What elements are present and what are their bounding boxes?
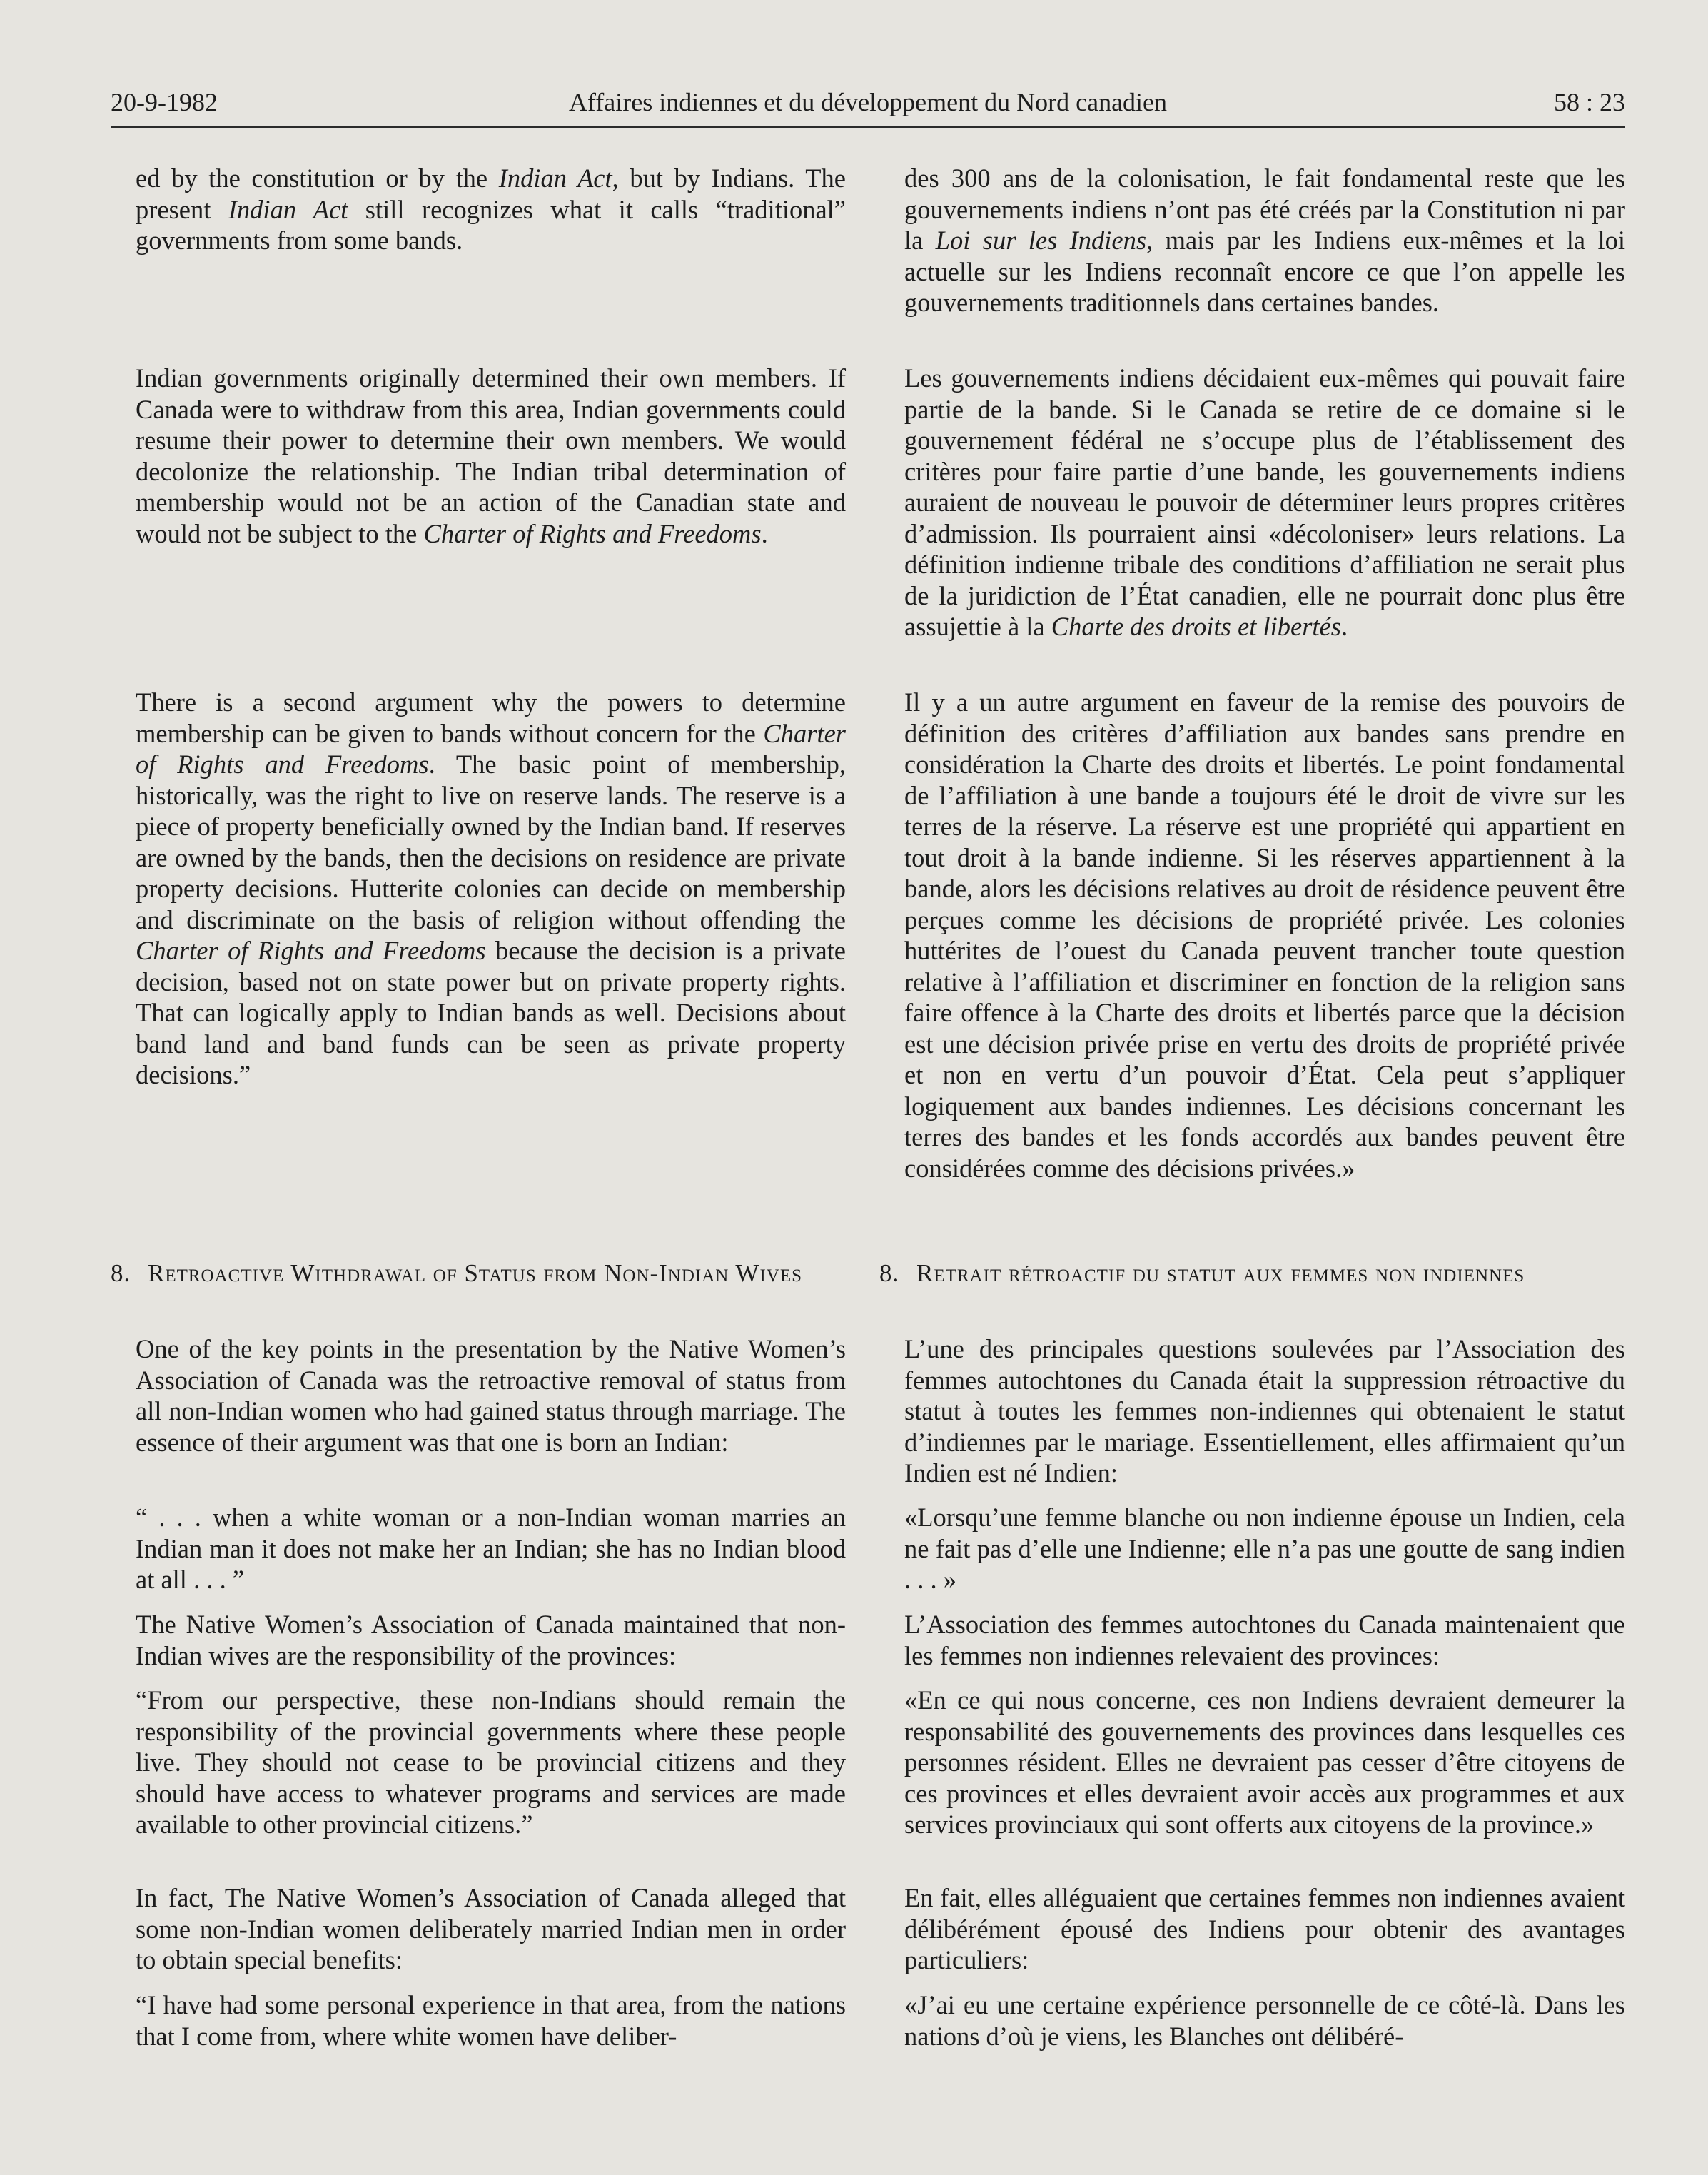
fr-paragraph-2: Les gouvernements indiens décidaient eux-mêmes qui pouvait faire partie de la bande. Si le Canada se retire de ce domaine si le gouvernement fédéral ne s’occupe plus de l’établissement des critères pour faire partie d’une bande, les gouvernements indiens auraient de nouveau le pouvoir de déterminer leurs propres critères d’admission. Ils pourraient ainsi «décoloniser» leurs relations. La définition indienne tribale des conditions d’affiliation ne serait plus de la juridiction de l’État canadien, elle ne pourrait donc plus être assujettie à la Charte des droits et libertés.	[904, 363, 1625, 641]
fr-paragraph-1: des 300 ans de la colonisation, le fait fondamental reste que les gouvernements indiens n’ont pas été créés par la Constitution ni par la Loi sur les Indiens, mais par les Indiens eux-mêmes et la loi actuelle sur les Indiens reconnaît encore ce que l’on appelle les gouvernements traditionnels dans certaines bandes.	[904, 163, 1625, 317]
en-quote-3: “I have had some personal experience in that area, from the nations that I come from, where white women have deliber-	[136, 1990, 846, 2051]
en-paragraph-4: One of the key points in the presentation by the Native Women’s Association of Canada was the retroactive removal of status from all non-Indian women who had gained status through marriage. The essence of their argument was that one is born an Indian:	[136, 1334, 846, 1457]
header-date: 20-9-1982	[111, 88, 218, 116]
fr-paragraph-3: Il y a un autre argument en faveur de la remise des pouvoirs de définition des critères d’affiliation aux bandes sans prendre en considération la Charte des droits et libertés. Le point fondamental de l’affiliation à une bande a toujours été le droit de vivre sur les terres de la réserve. La réserve est une propriété qui appartient en tout droit à la bande indienne. Si les réserves appartiennent à la bande, alors les décisions relatives au droit de résidence peuvent être perçues comme les décisions de propriété privée. Les colonies huttérites de l’ouest du Canada peuvent trancher toute question relative à l’affiliation et discriminer en fonction de la religion sans faire offence à la Charte des droits et libertés parce que la décision est une décision privée prise en vertu des droits de propriété privée et non en vertu d’un pouvoir d’État. Cela peut s’appliquer logiquement aux bandes indiennes. Les décisions concernant les terres des bandes et les fonds accordés aux bandes peuvent être considérées comme des décisions privées.»	[904, 687, 1625, 1183]
fr-paragraph-5: L’Association des femmes autochtones du Canada maintenaient que les femmes non indiennes relevaient des provinces:	[904, 1610, 1625, 1670]
page-header	[111, 86, 1625, 128]
header-page-number: 58 : 23	[1553, 88, 1625, 116]
fr-section-heading: 8. Retrait rétroactif du statut aux femmes non indiennes	[879, 1259, 1525, 1287]
header-title: Affaires indiennes et du développement du Nord canadien	[568, 88, 1168, 116]
fr-quote-2: «En ce qui nous concerne, ces non Indiens devraient demeurer la responsabilité des gouvernements des provinces dans lesquelles ces personnes résident. Elles ne devraient pas cesser d’être citoyens de ces provinces et elles devraient avoir accès aux programmes et aux services provinciaux qui sont offerts aux citoyens de la province.»	[904, 1685, 1625, 1839]
en-paragraph-5: The Native Women’s Association of Canada maintained that non-Indian wives are the responsibility of the provinces:	[136, 1610, 846, 1670]
en-paragraph-1: ed by the constitution or by the Indian Act, but by Indians. The present Indian Act still recognizes what it calls “traditional” governments from some bands.	[136, 163, 847, 255]
en-paragraph-2: Indian governments originally determined their own members. If Canada were to withdraw from this area, Indian governments could resume their power to determine their own members. We would decolonize the relationship. The Indian tribal determination of membership would not be an action of the Canadian state and would not be subject to the Charter of Rights and Freedoms.	[136, 363, 846, 548]
en-quote-2: “From our perspective, these non-Indians should remain the responsibility of the provincial governments where these people live. They should not cease to be provincial citizens and they should have access to whatever programs and services are made available to other provincial citizens.”	[136, 1685, 846, 1839]
en-paragraph-6: In fact, The Native Women’s Association of Canada alleged that some non-Indian women deliberately married Indian men in order to obtain special benefits:	[136, 1883, 846, 1974]
fr-quote-1: «Lorsqu’une femme blanche ou non indienne épouse un Indien, cela ne fait pas d’elle une Indienne; elle n’a pas une goutte de sang indien . . . »	[904, 1503, 1625, 1594]
en-section-heading: 8. Retroactive Withdrawal of Status from Non-Indian Wives	[111, 1259, 803, 1287]
fr-quote-3: «J’ai eu une certaine expérience personnelle de ce côté-là. Dans les nations d’où je viens, les Blanches ont délibéré-	[904, 1990, 1625, 2051]
fr-paragraph-6: En fait, elles alléguaient que certaines femmes non indiennes avaient délibérément épousé des Indiens pour obtenir des avantages particuliers:	[904, 1883, 1625, 1974]
en-quote-1: “ . . . when a white woman or a non-Indian woman marries an Indian man it does not make her an Indian; she has no Indian blood at all . . . ”	[136, 1503, 846, 1594]
en-paragraph-3: There is a second argument why the powers to determine membership can be given to bands without concern for the Charter of Rights and Freedoms. The basic point of membership, historically, was the right to live on reserve lands. The reserve is a piece of property beneficially owned by the Indian band. If reserves are owned by the bands, then the decisions on residence are private property decisions. Hutterite colonies can decide on membership and discriminate on the basis of religion without offending the Charter of Rights and Freedoms because the decision is a private decision, based not on state power but on private property rights. That can logically apply to Indian bands as well. Decisions about band land and band funds can be seen as private property decisions.”	[136, 687, 846, 1089]
fr-paragraph-4: L’une des principales questions soulevées par l’Association des femmes autochtones du Canada était la suppression rétroactive du statut à toutes les femmes non-indiennes qui obtenaient le statut d’indiennes par le mariage. Essentiellement, elles affirmaient qu’un Indien est né Indien:	[904, 1334, 1625, 1488]
